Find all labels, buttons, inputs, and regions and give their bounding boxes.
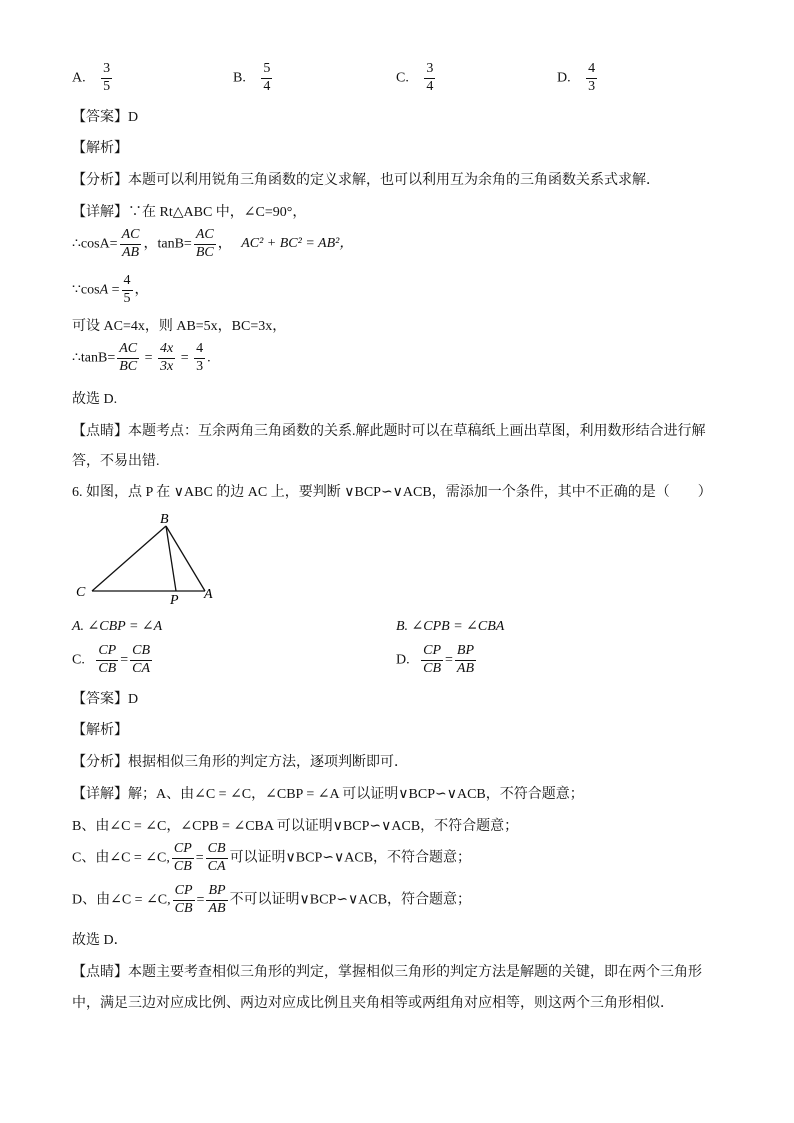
q6-stem: 6. 如图，点 P 在 ∨ABC 的边 AC 上，要判断 ∨BCP∽∨ACB，需添加一个条件，其中不正确的是（ ） bbox=[72, 485, 712, 500]
q5-option-a bbox=[72, 62, 114, 94]
q6-jiexi: 【解析】 bbox=[72, 723, 128, 738]
frac-den: AB bbox=[121, 244, 140, 260]
frac-num: 4x bbox=[158, 342, 175, 359]
xc-prefix: C、由∠C = ∠C, bbox=[72, 850, 170, 866]
q5-fenxi bbox=[72, 170, 660, 192]
label-a: A bbox=[204, 587, 213, 602]
tan-prefix: ，tanB= bbox=[143, 236, 192, 252]
option-letter: A. bbox=[72, 70, 86, 86]
frac-den: 5 bbox=[103, 78, 111, 94]
dianjing-text: 本题考点：互余两角三角函数的关系.解此题时可以在草稿纸上画出草图，利用数形结合进行解 bbox=[128, 424, 706, 439]
frac-den: CA bbox=[207, 858, 226, 874]
q6-fenxi bbox=[72, 752, 408, 774]
frac-den: BC bbox=[119, 358, 138, 374]
frac-num: CP bbox=[96, 644, 118, 661]
option-letter: C. bbox=[72, 652, 85, 668]
cos-prefix: ∴cosA= bbox=[72, 236, 118, 252]
dianjing-text: 本题主要考查相似三角形的判定，掌握相似三角形的判定方法是解题的关键，即在两个三角形 bbox=[128, 965, 702, 980]
frac-num: BP bbox=[206, 884, 227, 901]
frac-den: 3x bbox=[160, 358, 174, 374]
xiangjie-text: 解；A、由∠C = ∠C，∠CBP = ∠A 可以证明∨BCP∽∨ACB，不符合题意； bbox=[128, 787, 584, 802]
q6-option-c: C. $\frac{CP}{CB}$ = $\frac{CB}{CA}$ bbox=[72, 643, 151, 676]
xiangjie-text: ∵在 Rt△ABC 中，∠C=90°， bbox=[128, 205, 307, 220]
frac-num: 5 bbox=[261, 62, 272, 79]
q5-given-line: ∵cosA = $\frac{4}{5}$ ， bbox=[72, 273, 149, 306]
xc-suffix: 可以证明∨BCP∽∨ACB，不符合题意； bbox=[229, 850, 472, 866]
segment-bp bbox=[166, 526, 176, 591]
frac-num: BP bbox=[455, 644, 476, 661]
xd-prefix: D、由∠C = ∠C, bbox=[72, 892, 171, 908]
q5-dianjing-line1 bbox=[72, 421, 706, 443]
option-letter: D. bbox=[396, 652, 410, 668]
frac-den: CB bbox=[98, 660, 117, 676]
fenxi-tag: 【分析】 bbox=[72, 173, 128, 188]
frac-den: AB bbox=[456, 660, 475, 676]
q5-option-b bbox=[233, 62, 274, 94]
frac-num: CB bbox=[206, 842, 228, 859]
given-var: A bbox=[99, 282, 109, 298]
option-letter: D. bbox=[557, 70, 571, 86]
q6-guxuan: 故选 D． bbox=[72, 933, 128, 948]
answer-tag: 【答案】 bbox=[72, 110, 128, 125]
frac-num: 3 bbox=[101, 62, 112, 79]
frac-den: 4 bbox=[426, 78, 434, 94]
label-p: P bbox=[170, 593, 179, 608]
frac-num: 4 bbox=[194, 342, 205, 359]
label-c: C bbox=[76, 585, 86, 600]
frac-num: AC bbox=[117, 342, 139, 359]
q5-option-d bbox=[557, 62, 599, 94]
frac-den: 3 bbox=[588, 78, 596, 94]
q5-tanb-line: ∴tanB= $\frac{AC}{BC}$ = $\frac{4x}{3x}$ = $\frac{4}{3}$ . bbox=[72, 341, 211, 374]
frac-den: AB bbox=[208, 900, 226, 916]
frac-den: CA bbox=[132, 660, 151, 676]
answer-value: D bbox=[128, 110, 139, 125]
frac-num: AC bbox=[120, 228, 142, 245]
q5-set-line: 可设 AC=4x，则 AB=5x，BC=3x， bbox=[72, 319, 287, 334]
fenxi-tag: 【分析】 bbox=[72, 755, 128, 770]
q5-option-c bbox=[396, 62, 437, 94]
q5-jiexi: 【解析】 bbox=[72, 141, 128, 156]
option-letter: B. bbox=[233, 70, 246, 86]
side-ba bbox=[166, 526, 205, 591]
q6-xiangjie-b: B、由∠C = ∠C，∠CPB = ∠CBA 可以证明∨BCP∽∨ACB，不符合题意； bbox=[72, 819, 519, 834]
frac-num: 3 bbox=[424, 62, 435, 79]
q6-answer bbox=[72, 689, 138, 711]
fenxi-text: 根据相似三角形的判定方法，逐项判断即可． bbox=[128, 755, 408, 770]
q6-xiangjie-c: C、由∠C = ∠C, $\frac{CP}{CB}$ = $\frac{CB}{CA}$ 可以证明∨BCP∽∨ACB，不符合题意； bbox=[72, 841, 472, 874]
frac-num: CP bbox=[172, 842, 194, 859]
tanb-prefix: ∴tanB= bbox=[72, 350, 116, 366]
pythagoras: AC² + BC² = AB²， bbox=[241, 236, 354, 252]
given-prefix: ∵cos bbox=[72, 282, 100, 298]
fenxi-text: 本题可以利用锐角三角函数的定义求解，也可以利用互为余角的三角函数关系式求解． bbox=[128, 173, 660, 188]
dianjing-tag: 【点睛】 bbox=[72, 424, 128, 439]
frac-num: 4 bbox=[586, 62, 597, 79]
side-cb bbox=[92, 526, 166, 591]
xiangjie-tag: 【详解】 bbox=[72, 787, 128, 802]
xd-suffix: 不可以证明∨BCP∽∨ACB，符合题意； bbox=[229, 892, 472, 908]
frac-num: CP bbox=[173, 884, 195, 901]
frac-den: CB bbox=[423, 660, 442, 676]
option-letter: C. bbox=[396, 70, 409, 86]
frac-den: CB bbox=[174, 900, 193, 916]
q5-cos-tan-line: ∴cosA= $\frac{AC}{AB}$ ，tanB= $\frac{AC}{BC}$ ， AC² + BC² = AB²， bbox=[72, 227, 354, 260]
q6-xiangjie-a bbox=[72, 784, 584, 806]
frac-den: CB bbox=[173, 858, 192, 874]
frac-den: 4 bbox=[263, 78, 271, 94]
frac-num: 4 bbox=[122, 274, 133, 291]
q5-xiangjie-line1 bbox=[72, 202, 306, 224]
q6-option-b: B. ∠CPB = ∠CBA bbox=[396, 619, 505, 634]
frac-num: CB bbox=[130, 644, 152, 661]
frac-num: CP bbox=[421, 644, 443, 661]
q5-answer bbox=[72, 107, 138, 129]
q5-guxuan: 故选 D. bbox=[72, 392, 118, 407]
q6-option-d: D. $\frac{CP}{CB}$ = $\frac{BP}{AB}$ bbox=[396, 643, 475, 676]
q6-option-a: A. ∠CBP = ∠A bbox=[72, 619, 163, 634]
dianjing-tag: 【点睛】 bbox=[72, 965, 128, 980]
label-b: B bbox=[160, 512, 169, 527]
xiangjie-tag: 【详解】 bbox=[72, 205, 128, 220]
q6-dianjing-line2: 中，满足三边对应成比例、两边对应成比例且夹角相等或两组角对应相等，则这两个三角形相似． bbox=[72, 996, 674, 1011]
q6-dianjing-line1 bbox=[72, 962, 702, 984]
frac-den: 5 bbox=[123, 290, 131, 306]
q5-dianjing-line2: 答，不易出错. bbox=[72, 454, 160, 469]
frac-den: BC bbox=[195, 244, 214, 260]
triangle-diagram bbox=[70, 508, 230, 608]
answer-value: D bbox=[128, 692, 139, 707]
frac-num: AC bbox=[194, 228, 216, 245]
q6-xiangjie-d: D、由∠C = ∠C, $\frac{CP}{CB}$ = $\frac{BP}{AB}$ 不可以证明∨BCP∽∨ACB，符合题意； bbox=[72, 883, 472, 916]
answer-tag: 【答案】 bbox=[72, 692, 128, 707]
frac-den: 3 bbox=[196, 358, 204, 374]
